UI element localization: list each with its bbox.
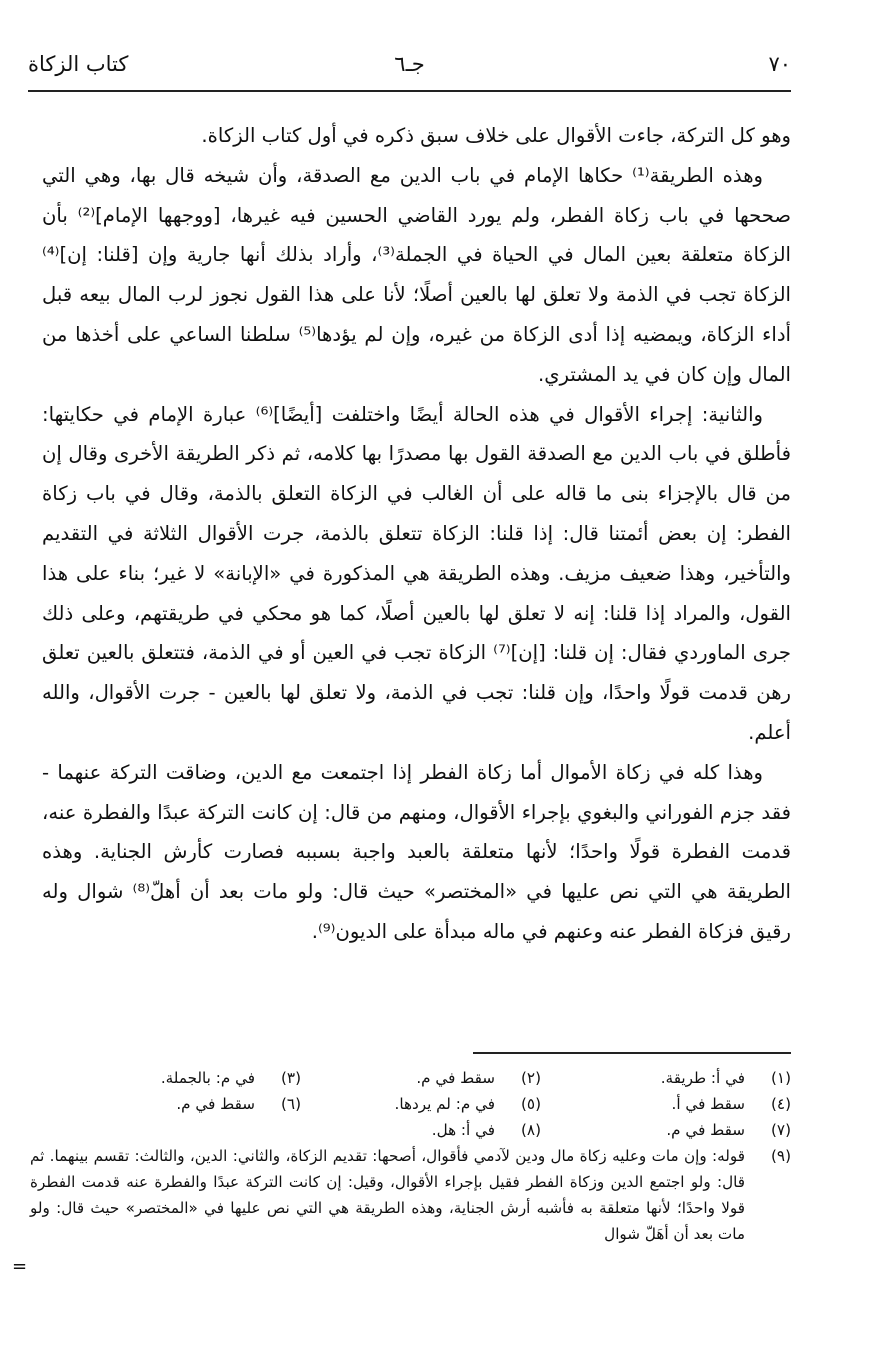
footnote-item (301, 1065, 541, 1091)
paragraph: وهذا كله في زكاة الأموال أما زكاة الفطر إذا اجتمعت مع الدين، وضاقت التركة عنهما - فقد جزم الفوراني والبغوي بإجراء الأقوال، ومنهم من قال: إن كانت التركة عبدًا والفطرة عنه، قدمت الفطرة قولًا واحدًا؛ لأنها متعلقة بالعبد واجبة بسببه فصارت كأرش الجناية. وهذه الطريقة هي التي نص عليها في «المختصر» حيث قال: ولو مات بعد أن أهلّ⁽⁸⁾ شوال وله رقيق فزكاة الفطر عنه وعنهم في ماله مبدأة على الديون⁽⁹⁾. (42, 760, 791, 943)
footnote-text: سقط في م. (416, 1069, 495, 1087)
footnote-number: (٦) (280, 1095, 301, 1113)
page-number: ٧٠ (768, 52, 791, 76)
footnote-item (30, 1065, 301, 1091)
footnote-number: (٧) (770, 1121, 791, 1139)
footnote-text: في م: بالجملة. (160, 1069, 255, 1087)
continuation-mark: = (12, 1256, 28, 1277)
footnote-number: (٨) (520, 1121, 541, 1139)
footnote-number: (٣) (280, 1069, 301, 1087)
footnote-item (541, 1065, 791, 1091)
running-title: كتاب الزكاة (28, 52, 129, 76)
page-header (28, 52, 791, 86)
footnote-divider (473, 1052, 791, 1054)
main-text (42, 116, 791, 952)
paragraph: وهذه الطريقة⁽¹⁾ حكاها الإمام في باب الدين مع الصدقة، وأن شيخه قال بها، وهي التي صححها في باب زكاة الفطر، ولم يورد القاضي الحسين فيه غيرها، [ووجهها الإمام]⁽²⁾ بأن الزكاة متعلقة بعين المال في الحياة في الجملة⁽³⁾، وأراد بذلك أنها جارية وإن [قلنا: إن]⁽⁴⁾ الزكاة تجب في الذمة ولا تعلق لها بالعين أصلًا؛ لأنا على هذا القول نجوز لرب المال بيعه قبل أداء الزكاة، ويمضيه إذا أدى الزكاة من غيره، وإن لم يؤدها⁽⁵⁾ سلطنا الساعي على أخذها من المال وإن كان في يد المشتري. (42, 163, 792, 386)
footnote-text: سقط في م. (176, 1095, 255, 1113)
footnote-number: (١) (770, 1069, 791, 1087)
footnote-item (301, 1091, 541, 1117)
volume-label: جـ٦ (394, 52, 425, 76)
footnote-item (301, 1117, 541, 1143)
footnote-item-long (30, 1143, 791, 1247)
footnote-text: قوله: وإن مات وعليه زكاة مال ودين لآدمي فأقوال، أصحها: تقديم الزكاة، والثاني: الدين، والثالث: تقسم بينهما. ثم قال: ولو اجتمع الدين وزكاة الفطر فقيل بإجراء الأقوال، وقيل: إن كانت التركة عبدًا والفطرة عنه قدمت الفطرة قولا واحدًا؛ لأنها متعلقة به فأشبه أرش الجناية، وهذه الطريقة هي التي نص عليها في «المختصر» حيث قال: ولو مات بعد أن أهَلّ شوال (30, 1147, 745, 1243)
footnote-text: في أ: طريقة. (660, 1069, 745, 1087)
footnote-text: سقط في أ. (671, 1095, 745, 1113)
footnotes (30, 1065, 791, 1247)
footnote-text: سقط في م. (666, 1121, 745, 1139)
footnote-number: (٢) (520, 1069, 541, 1087)
footnote-item (30, 1091, 301, 1117)
header-divider (28, 90, 791, 92)
footnote-number: (٩) (770, 1147, 791, 1165)
footnote-text: في أ: هل. (431, 1121, 495, 1139)
footnote-text: في م: لم يردها. (394, 1095, 495, 1113)
footnote-grid (30, 1065, 791, 1143)
footnote-number: (٥) (520, 1095, 541, 1113)
paragraph: وهو كل التركة، جاءت الأقوال على خلاف سبق ذكره في أول كتاب الزكاة. (201, 124, 791, 147)
footnote-item-empty (30, 1117, 301, 1143)
footnote-item (541, 1117, 791, 1143)
footnote-number: (٤) (770, 1095, 791, 1113)
footnote-item (541, 1091, 791, 1117)
paragraph: والثانية: إجراء الأقوال في هذه الحالة أيضًا واختلفت [أيضًا]⁽⁶⁾ عبارة الإمام في حكايتها: فأطلق في باب الدين مع الصدقة القول بها مصدرًا بها كلامه، ثم ذكر الطريقة الأخرى وقال إن من قال بالإجزاء بنى ما قاله على أن الغالب في الزكاة التعلق بالذمة، وقال في باب زكاة الفطر: إن بعض أئمتنا قال: إذا قلنا: الزكاة تتعلق بالذمة، جرت الأقوال الثلاثة في التقديم والتأخير، وهذا ضعيف مزيف. وهذه الطريقة هي المذكورة في «الإبانة» لا غير؛ بناء على هذا القول، والمراد إذا قلنا: إنه لا تعلق لها بالعين أصلًا، كما هو محكي في طريقتهم، وعلى ذلك جرى الماوردي فقال: إن قلنا: [إن]⁽⁷⁾ الزكاة تجب في العين أو في الذمة، فتتعلق بالعين تعلق رهن قدمت قولًا واحدًا، وإن قلنا: تجب في الذمة، ولا تعلق لها بالعين - جرت الأقوال، والله أعلم. (42, 402, 791, 744)
